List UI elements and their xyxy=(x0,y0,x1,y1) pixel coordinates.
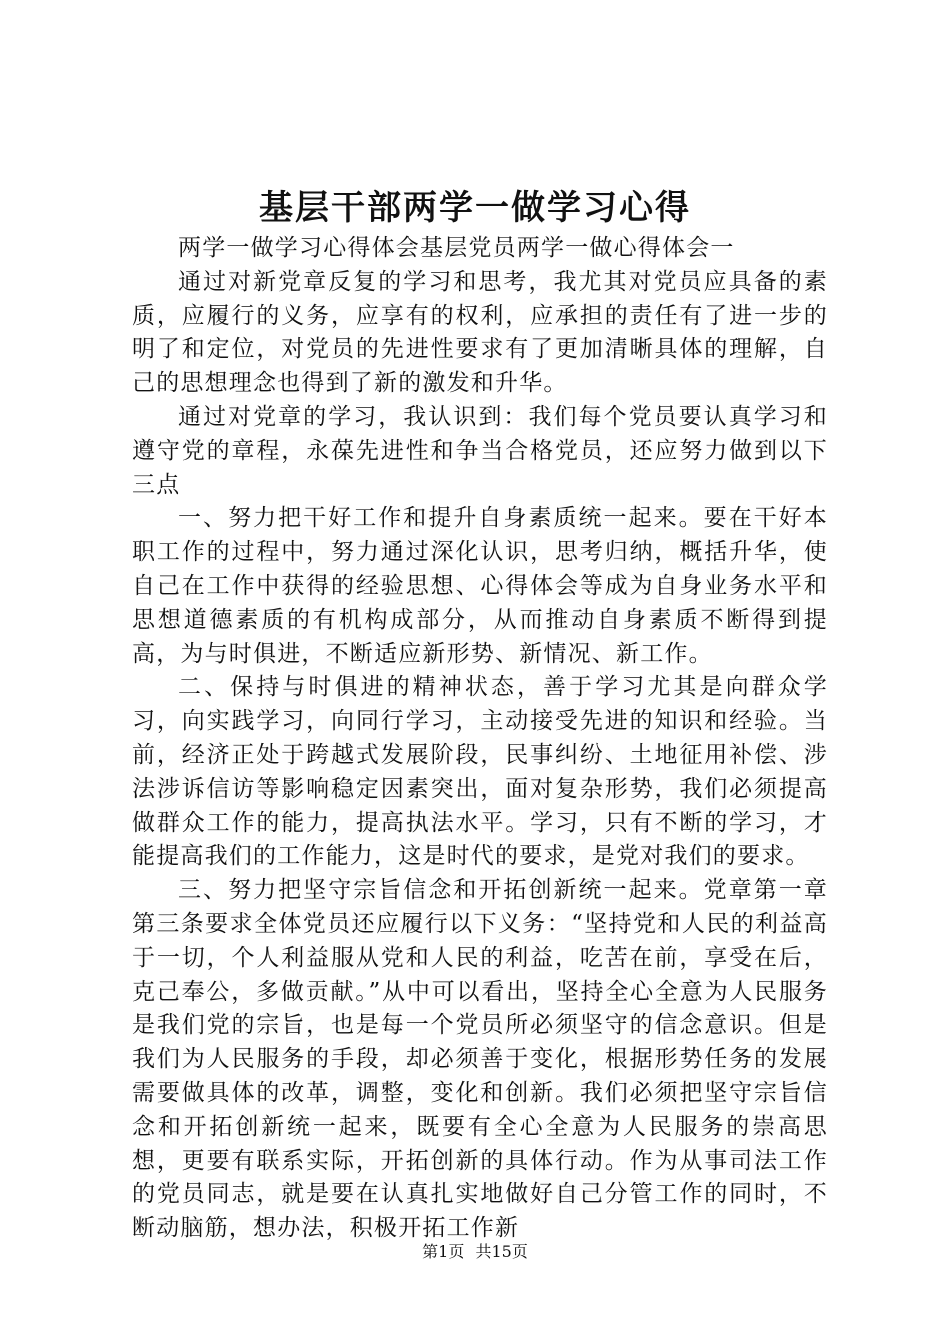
page-total: 共15页 xyxy=(475,1242,528,1261)
paragraph-point-two: 二、保持与时俱进的精神状态，善于学习尤其是向群众学习，向实践学习，向同行学习，主动接受先进的知识和经验。当前，经济正处于跨越式发展阶段，民事纠纷、土地征用补偿、涉法涉诉信访等影响稳定因素突出，面对复杂形势，我们必须提高做群众工作的能力，提高执法水平。学习，只有不断的学习，才能提高我们的工作能力，这是时代的要求，是党对我们的要求。 xyxy=(132,674,828,870)
paragraph-point-one: 一、努力把干好工作和提升自身素质统一起来。要在干好本职工作的过程中，努力通过深化认识，思考归纳，概括升华，使自己在工作中获得的经验思想、心得体会等成为自身业务水平和思想道德素质的有机构成部分，从而推动自身素质不断得到提高，为与时俱进，不断适应新形势、新情况、新工作。 xyxy=(132,505,828,667)
paragraph-intro: 通过对新党章反复的学习和思考，我尤其对党员应具备的素质，应履行的义务，应享有的权利，应承担的责任有了进一步的明了和定位，对党员的先进性要求有了更加清晰具体的理解，自己的思想理念也得到了新的激发和升华。 xyxy=(132,268,828,397)
page-number: 第1页 xyxy=(422,1242,465,1261)
page-footer xyxy=(0,1240,950,1264)
document-title: 基层干部两学一做学习心得 xyxy=(259,188,691,228)
paragraph-point-three: 三、努力把坚守宗旨信念和开拓创新统一起来。党章第一章第三条要求全体党员还应履行以下义务：“坚持党和人民的利益高于一切，个人利益服从党和人民的利益，吃苦在前，享受在后，克己奉公，多做贡献。”从中可以看出，坚持全心全意为人民服务是我们党的宗旨，也是每一个党员所必须坚守的信念意识。但是我们为人民服务的手段，却必须善于变化，根据形势任务的发展需要做具体的改革，调整，变化和创新。我们必须把坚守宗旨信念和开拓创新统一起来，既要有全心全意为人民服务的崇高思想，更要有联系实际，开拓创新的具体行动。作为从事司法工作的党员同志，就是要在认真扎实地做好自己分管工作的同时，不断动脑筋，想办法，积极开拓工作新 xyxy=(132,877,828,1242)
paragraph-subtitle: 两学一做学习心得体会基层党员两学一做心得体会一 xyxy=(178,235,735,261)
paragraph-points-lead: 通过对党章的学习，我认识到：我们每个党员要认真学习和遵守党的章程，永葆先进性和争当合格党员，还应努力做到以下三点 xyxy=(132,403,828,498)
document-body xyxy=(132,232,828,1246)
